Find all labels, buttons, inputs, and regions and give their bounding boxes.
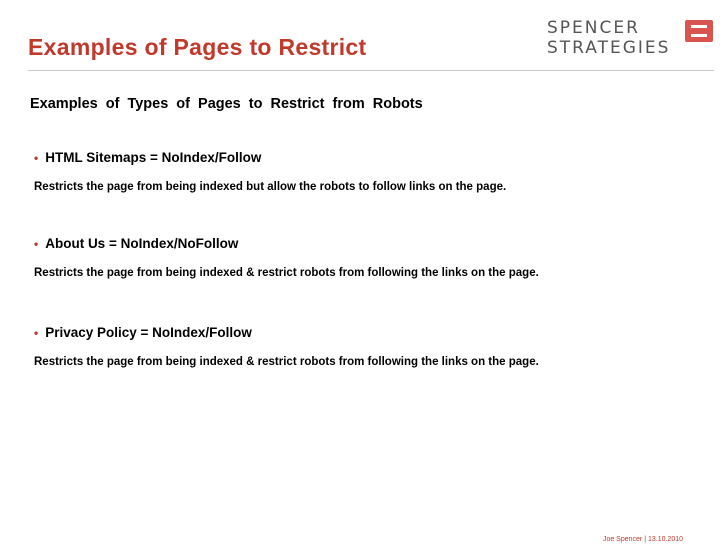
item-heading: HTML Sitemaps = NoIndex/Follow xyxy=(45,150,262,165)
list-item xyxy=(34,236,704,279)
slide-title: Examples of Pages to Restrict xyxy=(28,34,367,60)
logo-text-bottom: STRATEGIES xyxy=(547,38,671,58)
logo-text-top: SPENCER xyxy=(547,18,640,38)
item-heading: Privacy Policy = NoIndex/Follow xyxy=(45,325,252,340)
footer-text: Joe Spencer | 13.10.2010 xyxy=(602,536,683,543)
item-heading: About Us = NoIndex/NoFollow xyxy=(45,236,239,251)
item-description: Restricts the page from being indexed & restrict robots from following the links on the page. xyxy=(34,356,539,368)
slide-subtitle: Examples of Types of Pages to Restrict from Robots xyxy=(30,96,423,112)
bullet-icon: • xyxy=(34,236,39,251)
item-description: Restricts the page from being indexed but allow the robots to follow links on the page. xyxy=(34,181,507,193)
bullet-icon: • xyxy=(34,325,39,340)
logo-mark-icon xyxy=(685,20,713,42)
bullet-icon: • xyxy=(34,150,39,165)
list-item xyxy=(34,325,704,368)
title-divider xyxy=(28,70,714,71)
item-description: Restricts the page from being indexed & restrict robots from following the links on the page. xyxy=(34,267,539,279)
list-item xyxy=(34,150,704,193)
spencer-strategies-logo xyxy=(547,18,715,62)
